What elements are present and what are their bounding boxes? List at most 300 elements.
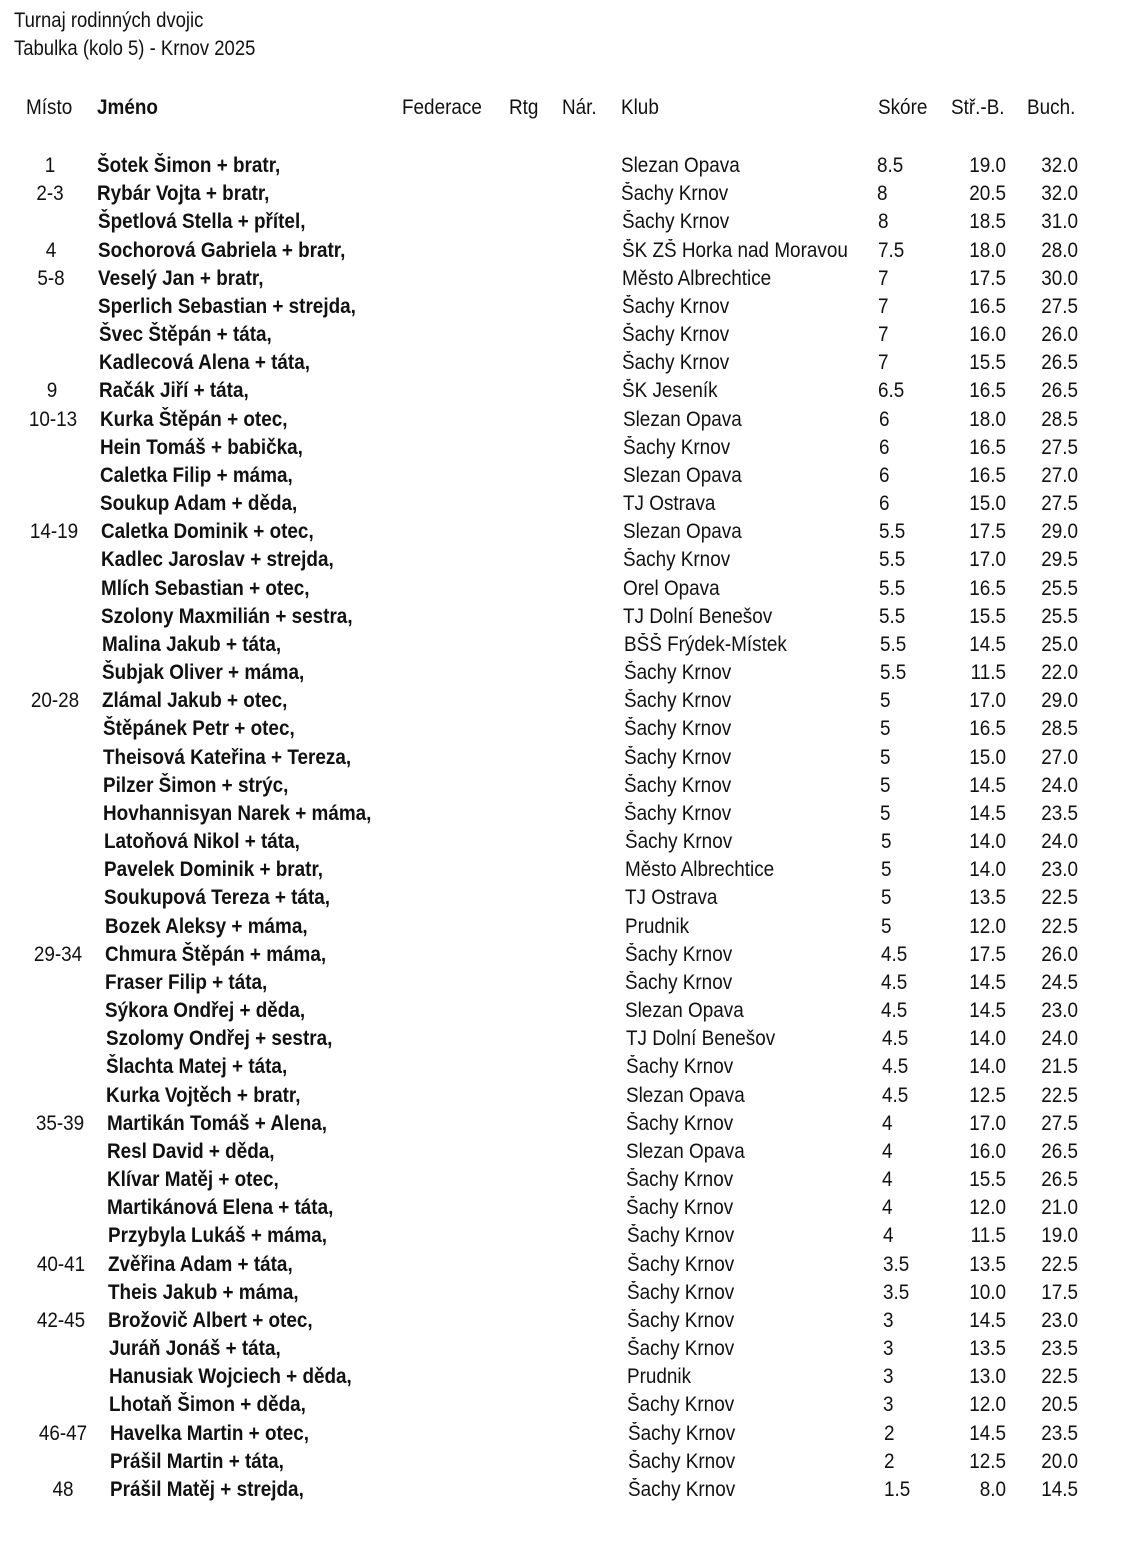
- table-row: [0, 828, 1125, 856]
- score-cell: 4.5: [881, 971, 908, 994]
- club-cell: Šachy Krnov: [625, 830, 733, 853]
- buchholz-cell: 14.5: [1041, 1478, 1078, 1501]
- median-buchholz-cell: 16.5: [969, 577, 1006, 600]
- median-buchholz-cell: 14.5: [969, 1309, 1006, 1332]
- median-buchholz-cell: 10.0: [969, 1281, 1006, 1304]
- name-cell: Chmura Štěpán + máma,: [105, 943, 327, 966]
- club-cell: Šachy Krnov: [626, 1196, 734, 1219]
- median-buchholz-cell: 13.0: [969, 1365, 1006, 1388]
- median-buchholz-cell: 18.5: [969, 210, 1006, 233]
- name-cell: Hanusiak Wojciech + děda,: [109, 1365, 352, 1388]
- table-row: [0, 969, 1125, 997]
- score-cell: 8: [877, 182, 888, 205]
- score-cell: 4.5: [882, 1027, 909, 1050]
- table-row: [0, 1335, 1125, 1363]
- score-cell: 5: [881, 830, 892, 853]
- club-cell: Šachy Krnov: [624, 774, 732, 797]
- club-cell: Slezan Opava: [623, 408, 742, 431]
- median-buchholz-cell: 12.5: [969, 1450, 1006, 1473]
- median-buchholz-cell: 15.0: [969, 492, 1006, 515]
- name-cell: Martikán Tomáš + Alena,: [107, 1112, 328, 1135]
- score-cell: 5.5: [880, 633, 907, 656]
- buchholz-cell: 29.0: [1041, 520, 1078, 543]
- name-cell: Pilzer Šimon + strýc,: [103, 774, 289, 797]
- buchholz-cell: 26.5: [1041, 379, 1078, 402]
- table-row: [0, 1420, 1125, 1448]
- buchholz-cell: 30.0: [1041, 267, 1078, 290]
- median-buchholz-cell: 20.5: [969, 182, 1006, 205]
- header-name: Jméno: [97, 96, 158, 119]
- name-cell: Malina Jakub + táta,: [102, 633, 282, 656]
- score-cell: 5: [880, 774, 891, 797]
- score-cell: 5.5: [879, 520, 906, 543]
- table-row: [0, 1138, 1125, 1166]
- club-cell: Šachy Krnov: [623, 548, 731, 571]
- score-cell: 4.5: [882, 1055, 909, 1078]
- score-cell: 7: [878, 351, 889, 374]
- table-row: [0, 1166, 1125, 1194]
- table-row: [0, 603, 1125, 631]
- buchholz-cell: 27.5: [1041, 1112, 1078, 1135]
- name-cell: Hein Tomáš + babička,: [100, 436, 303, 459]
- place-cell: 2-3: [36, 182, 64, 205]
- buchholz-cell: 26.5: [1041, 1168, 1078, 1191]
- name-cell: Havelka Martin + otec,: [110, 1422, 310, 1445]
- buchholz-cell: 26.0: [1041, 943, 1078, 966]
- table-row: [0, 265, 1125, 293]
- club-cell: Šachy Krnov: [628, 1422, 736, 1445]
- table-row: [0, 208, 1125, 236]
- club-cell: Šachy Krnov: [627, 1253, 735, 1276]
- name-cell: Veselý Jan + bratr,: [98, 267, 264, 290]
- name-cell: Martikánová Elena + táta,: [107, 1196, 334, 1219]
- table-row: [0, 377, 1125, 405]
- buchholz-cell: 26.5: [1041, 1140, 1078, 1163]
- median-buchholz-cell: 11.5: [970, 1224, 1006, 1247]
- name-cell: Kurka Štěpán + otec,: [100, 408, 288, 431]
- place-cell: 46-47: [38, 1422, 88, 1445]
- buchholz-cell: 17.5: [1041, 1281, 1078, 1304]
- name-cell: Špetlová Stella + přítel,: [98, 210, 306, 233]
- name-cell: Sýkora Ondřej + děda,: [105, 999, 306, 1022]
- buchholz-cell: 21.5: [1041, 1055, 1078, 1078]
- buchholz-cell: 27.5: [1041, 436, 1078, 459]
- club-cell: Šachy Krnov: [624, 661, 732, 684]
- header-nationality: Nár.: [562, 96, 597, 119]
- header-place: Místo: [26, 96, 73, 119]
- score-cell: 3.5: [883, 1253, 910, 1276]
- place-cell: 42-45: [36, 1309, 86, 1332]
- buchholz-cell: 27.5: [1041, 492, 1078, 515]
- score-cell: 4.5: [881, 943, 908, 966]
- club-cell: Slezan Opava: [625, 999, 744, 1022]
- table-row: [0, 490, 1125, 518]
- name-cell: Brožovič Albert + otec,: [108, 1309, 313, 1332]
- buchholz-cell: 19.0: [1041, 1224, 1078, 1247]
- median-buchholz-cell: 16.5: [969, 436, 1006, 459]
- club-cell: Šachy Krnov: [622, 295, 730, 318]
- club-cell: Šachy Krnov: [624, 717, 732, 740]
- club-cell: Slezan Opava: [626, 1084, 745, 1107]
- buchholz-cell: 22.5: [1041, 1084, 1078, 1107]
- club-cell: Slezan Opava: [626, 1140, 745, 1163]
- table-row: [0, 941, 1125, 969]
- score-cell: 3.5: [883, 1281, 910, 1304]
- name-cell: Šubjak Oliver + máma,: [102, 661, 305, 684]
- median-buchholz-cell: 15.5: [969, 605, 1006, 628]
- name-cell: Račák Jiří + táta,: [99, 379, 249, 402]
- table-row: [0, 462, 1125, 490]
- score-cell: 5: [881, 858, 892, 881]
- median-buchholz-cell: 17.0: [969, 1112, 1006, 1135]
- table-row: [0, 1222, 1125, 1250]
- median-buchholz-cell: 14.5: [969, 802, 1006, 825]
- score-cell: 3: [883, 1365, 894, 1388]
- score-cell: 2: [884, 1450, 895, 1473]
- buchholz-cell: 23.0: [1041, 999, 1078, 1022]
- header-score: Skóre: [878, 96, 928, 119]
- buchholz-cell: 22.5: [1041, 1365, 1078, 1388]
- place-cell: 40-41: [36, 1253, 86, 1276]
- median-buchholz-cell: 17.5: [969, 520, 1006, 543]
- buchholz-cell: 28.5: [1041, 408, 1078, 431]
- buchholz-cell: 24.5: [1041, 971, 1078, 994]
- score-cell: 4.5: [881, 999, 908, 1022]
- club-cell: Šachy Krnov: [626, 1168, 734, 1191]
- table-row: [0, 687, 1125, 715]
- table-row: [0, 1053, 1125, 1081]
- buchholz-cell: 25.0: [1041, 633, 1078, 656]
- club-cell: TJ Ostrava: [625, 886, 718, 909]
- name-cell: Lhotaň Šimon + děda,: [109, 1393, 306, 1416]
- buchholz-cell: 23.5: [1041, 802, 1078, 825]
- table-row: [0, 180, 1125, 208]
- club-cell: Šachy Krnov: [623, 436, 731, 459]
- score-cell: 4: [882, 1168, 893, 1191]
- club-cell: Šachy Krnov: [624, 746, 732, 769]
- name-cell: Prášil Martin + táta,: [110, 1450, 284, 1473]
- header-club: Klub: [621, 96, 659, 119]
- club-cell: Šachy Krnov: [626, 1112, 734, 1135]
- name-cell: Sochorová Gabriela + bratr,: [98, 239, 346, 262]
- header-median-buchholz: Stř.-B.: [951, 96, 1005, 119]
- name-cell: Kurka Vojtěch + bratr,: [106, 1084, 301, 1107]
- median-buchholz-cell: 16.5: [969, 295, 1006, 318]
- place-cell: 5-8: [37, 267, 65, 290]
- median-buchholz-cell: 17.5: [969, 943, 1006, 966]
- score-cell: 4.5: [882, 1084, 909, 1107]
- buchholz-cell: 29.5: [1041, 548, 1078, 571]
- score-cell: 3: [883, 1393, 894, 1416]
- table-row: [0, 1279, 1125, 1307]
- score-cell: 1.5: [884, 1478, 911, 1501]
- club-cell: Šachy Krnov: [628, 1478, 736, 1501]
- name-cell: Latoňová Nikol + táta,: [104, 830, 300, 853]
- name-cell: Szolomy Ondřej + sestra,: [106, 1027, 333, 1050]
- score-cell: 7: [878, 323, 889, 346]
- median-buchholz-cell: 12.0: [969, 1393, 1006, 1416]
- club-cell: Šachy Krnov: [627, 1337, 735, 1360]
- buchholz-cell: 22.5: [1041, 915, 1078, 938]
- buchholz-cell: 28.0: [1041, 239, 1078, 262]
- buchholz-cell: 21.0: [1041, 1196, 1078, 1219]
- place-cell: 29-34: [33, 943, 83, 966]
- median-buchholz-cell: 12.5: [969, 1084, 1006, 1107]
- table-row: [0, 1391, 1125, 1419]
- club-cell: Šachy Krnov: [627, 1393, 735, 1416]
- name-cell: Rybár Vojta + bratr,: [97, 182, 270, 205]
- name-cell: Štěpánek Petr + otec,: [103, 717, 295, 740]
- buchholz-cell: 23.0: [1041, 1309, 1078, 1332]
- score-cell: 5: [880, 802, 891, 825]
- median-buchholz-cell: 14.0: [969, 1055, 1006, 1078]
- median-buchholz-cell: 17.0: [969, 689, 1006, 712]
- buchholz-cell: 32.0: [1041, 182, 1078, 205]
- score-cell: 6: [879, 408, 890, 431]
- median-buchholz-cell: 16.0: [969, 323, 1006, 346]
- median-buchholz-cell: 14.5: [969, 633, 1006, 656]
- table-row: [0, 1110, 1125, 1138]
- median-buchholz-cell: 16.5: [969, 717, 1006, 740]
- buchholz-cell: 22.0: [1041, 661, 1078, 684]
- median-buchholz-cell: 15.0: [969, 746, 1006, 769]
- table-row: [0, 321, 1125, 349]
- buchholz-cell: 20.0: [1041, 1450, 1078, 1473]
- name-cell: Klívar Matěj + otec,: [107, 1168, 279, 1191]
- club-cell: Šachy Krnov: [626, 1055, 734, 1078]
- score-cell: 5: [881, 915, 892, 938]
- median-buchholz-cell: 14.0: [969, 830, 1006, 853]
- buchholz-cell: 26.0: [1041, 323, 1078, 346]
- buchholz-cell: 24.0: [1041, 1027, 1078, 1050]
- club-cell: Šachy Krnov: [621, 182, 729, 205]
- score-cell: 3: [883, 1309, 894, 1332]
- buchholz-cell: 25.5: [1041, 577, 1078, 600]
- buchholz-cell: 24.0: [1041, 830, 1078, 853]
- club-cell: Šachy Krnov: [625, 971, 733, 994]
- club-cell: Slezan Opava: [621, 154, 740, 177]
- club-cell: Slezan Opava: [623, 464, 742, 487]
- name-cell: Soukup Adam + děda,: [100, 492, 298, 515]
- name-cell: Šlachta Matej + táta,: [106, 1055, 288, 1078]
- median-buchholz-cell: 13.5: [969, 1253, 1006, 1276]
- buchholz-cell: 24.0: [1041, 774, 1078, 797]
- club-cell: ŠK ZŠ Horka nad Moravou: [622, 239, 848, 262]
- club-cell: Slezan Opava: [623, 520, 742, 543]
- table-row: [0, 434, 1125, 462]
- name-cell: Resl David + děda,: [107, 1140, 275, 1163]
- club-cell: Šachy Krnov: [622, 323, 730, 346]
- score-cell: 4: [883, 1224, 894, 1247]
- median-buchholz-cell: 16.5: [969, 379, 1006, 402]
- score-cell: 7: [878, 267, 889, 290]
- table-row: [0, 546, 1125, 574]
- table-row: [0, 659, 1125, 687]
- name-cell: Przybyla Lukáš + máma,: [108, 1224, 328, 1247]
- score-cell: 5.5: [879, 548, 906, 571]
- table-row: [0, 715, 1125, 743]
- name-cell: Caletka Filip + máma,: [100, 464, 293, 487]
- header-federation: Federace: [402, 96, 482, 119]
- median-buchholz-cell: 15.5: [969, 1168, 1006, 1191]
- club-cell: Šachy Krnov: [627, 1281, 735, 1304]
- score-cell: 6: [879, 464, 890, 487]
- table-row: [0, 1082, 1125, 1110]
- median-buchholz-cell: 12.0: [969, 915, 1006, 938]
- score-cell: 5: [880, 689, 891, 712]
- buchholz-cell: 31.0: [1041, 210, 1078, 233]
- club-cell: Šachy Krnov: [624, 802, 732, 825]
- club-cell: Prudnik: [625, 915, 690, 938]
- buchholz-cell: 23.0: [1041, 858, 1078, 881]
- median-buchholz-cell: 14.0: [969, 1027, 1006, 1050]
- buchholz-cell: 27.0: [1041, 746, 1078, 769]
- buchholz-cell: 23.5: [1041, 1422, 1078, 1445]
- buchholz-cell: 27.5: [1041, 295, 1078, 318]
- name-cell: Juráň Jonáš + táta,: [109, 1337, 281, 1360]
- median-buchholz-cell: 16.0: [969, 1140, 1006, 1163]
- table-row: [0, 631, 1125, 659]
- club-cell: Šachy Krnov: [628, 1450, 736, 1473]
- name-cell: Theisová Kateřina + Tereza,: [103, 746, 352, 769]
- median-buchholz-cell: 14.0: [969, 858, 1006, 881]
- header-rating: Rtg: [509, 96, 539, 119]
- score-cell: 8.5: [877, 154, 904, 177]
- place-cell: 9: [46, 379, 58, 402]
- name-cell: Soukupová Tereza + táta,: [104, 886, 330, 909]
- buchholz-cell: 22.5: [1041, 886, 1078, 909]
- name-cell: Theis Jakub + máma,: [108, 1281, 299, 1304]
- buchholz-cell: 29.0: [1041, 689, 1078, 712]
- median-buchholz-cell: 8.0: [979, 1478, 1006, 1501]
- document-subtitle: Tabulka (kolo 5) - Krnov 2025: [14, 37, 256, 60]
- club-cell: ŠK Jeseník: [622, 379, 718, 402]
- score-cell: 6: [879, 492, 890, 515]
- club-cell: Orel Opava: [623, 577, 720, 600]
- name-cell: Mlích Sebastian + otec,: [101, 577, 310, 600]
- club-cell: Prudnik: [627, 1365, 692, 1388]
- buchholz-cell: 32.0: [1041, 154, 1078, 177]
- club-cell: Šachy Krnov: [622, 210, 730, 233]
- score-cell: 5: [881, 886, 892, 909]
- table-row: [0, 800, 1125, 828]
- score-cell: 4: [882, 1112, 893, 1135]
- club-cell: Šachy Krnov: [624, 689, 732, 712]
- table-row: [0, 856, 1125, 884]
- table-row: [0, 293, 1125, 321]
- header-buchholz: Buch.: [1027, 96, 1076, 119]
- place-cell: 1: [44, 154, 56, 177]
- name-cell: Caletka Dominik + otec,: [101, 520, 314, 543]
- median-buchholz-cell: 14.5: [969, 1422, 1006, 1445]
- club-cell: Město Albrechtice: [622, 267, 772, 290]
- score-cell: 3: [883, 1337, 894, 1360]
- club-cell: TJ Dolní Benešov: [626, 1027, 776, 1050]
- table-row: [0, 349, 1125, 377]
- median-buchholz-cell: 17.5: [969, 267, 1006, 290]
- club-cell: Město Albrechtice: [625, 858, 775, 881]
- table-row: [0, 406, 1125, 434]
- club-cell: BŠŠ Frýdek-Místek: [624, 633, 787, 656]
- score-cell: 5.5: [879, 577, 906, 600]
- score-cell: 4: [882, 1196, 893, 1219]
- club-cell: Šachy Krnov: [622, 351, 730, 374]
- median-buchholz-cell: 17.0: [969, 548, 1006, 571]
- median-buchholz-cell: 13.5: [969, 1337, 1006, 1360]
- table-row: [0, 152, 1125, 180]
- score-cell: 5.5: [880, 661, 907, 684]
- table-row: [0, 997, 1125, 1025]
- table-row: [0, 744, 1125, 772]
- table-row: [0, 1251, 1125, 1279]
- table-row: [0, 1307, 1125, 1335]
- buchholz-cell: 25.5: [1041, 605, 1078, 628]
- score-cell: 6.5: [878, 379, 905, 402]
- name-cell: Hovhannisyan Narek + máma,: [103, 802, 372, 825]
- table-row: [0, 884, 1125, 912]
- name-cell: Kadlecová Alena + táta,: [99, 351, 310, 374]
- score-cell: 5: [880, 746, 891, 769]
- buchholz-cell: 27.0: [1041, 464, 1078, 487]
- club-cell: TJ Ostrava: [623, 492, 716, 515]
- score-cell: 5: [880, 717, 891, 740]
- buchholz-cell: 22.5: [1041, 1253, 1078, 1276]
- name-cell: Pavelek Dominik + bratr,: [104, 858, 324, 881]
- name-cell: Prášil Matěj + strejda,: [110, 1478, 304, 1501]
- table-row: [0, 1194, 1125, 1222]
- table-row: [0, 913, 1125, 941]
- median-buchholz-cell: 13.5: [969, 886, 1006, 909]
- place-cell: 4: [45, 239, 57, 262]
- median-buchholz-cell: 15.5: [969, 351, 1006, 374]
- club-cell: TJ Dolní Benešov: [623, 605, 773, 628]
- name-cell: Bozek Aleksy + máma,: [105, 915, 308, 938]
- table-row: [0, 1363, 1125, 1391]
- name-cell: Zvěřina Adam + táta,: [108, 1253, 293, 1276]
- place-cell: 48: [52, 1478, 74, 1501]
- score-cell: 6: [879, 436, 890, 459]
- median-buchholz-cell: 14.5: [969, 999, 1006, 1022]
- place-cell: 14-19: [29, 520, 79, 543]
- median-buchholz-cell: 14.5: [969, 774, 1006, 797]
- table-row: [0, 237, 1125, 265]
- table-row: [0, 1025, 1125, 1053]
- name-cell: Sperlich Sebastian + strejda,: [98, 295, 356, 318]
- buchholz-cell: 20.5: [1041, 1393, 1078, 1416]
- median-buchholz-cell: 18.0: [969, 408, 1006, 431]
- place-cell: 10-13: [28, 408, 78, 431]
- median-buchholz-cell: 14.5: [969, 971, 1006, 994]
- median-buchholz-cell: 16.5: [969, 464, 1006, 487]
- score-cell: 8: [878, 210, 889, 233]
- table-row: [0, 518, 1125, 546]
- name-cell: Kadlec Jaroslav + strejda,: [101, 548, 334, 571]
- club-cell: Šachy Krnov: [625, 943, 733, 966]
- score-cell: 5.5: [879, 605, 906, 628]
- buchholz-cell: 23.5: [1041, 1337, 1078, 1360]
- name-cell: Zlámal Jakub + otec,: [102, 689, 288, 712]
- place-cell: 20-28: [30, 689, 80, 712]
- name-cell: Švec Štěpán + táta,: [99, 323, 272, 346]
- median-buchholz-cell: 11.5: [970, 661, 1006, 684]
- table-row: [0, 1476, 1125, 1504]
- table-row: [0, 1448, 1125, 1476]
- club-cell: Šachy Krnov: [627, 1309, 735, 1332]
- table-row: [0, 575, 1125, 603]
- name-cell: Šotek Šimon + bratr,: [97, 154, 281, 177]
- name-cell: Szolony Maxmilián + sestra,: [101, 605, 353, 628]
- median-buchholz-cell: 12.0: [969, 1196, 1006, 1219]
